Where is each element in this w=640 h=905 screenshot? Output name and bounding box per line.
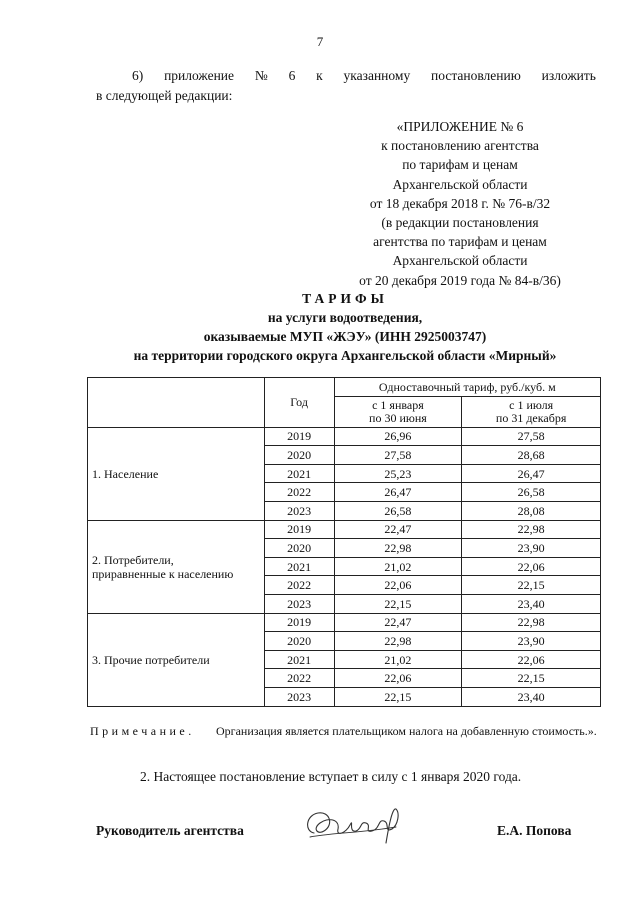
tariff-h1-cell: 26,58 (334, 501, 462, 520)
page-number: 7 (316, 34, 324, 49)
header-period-1-text: с 1 января по 30 июня (369, 397, 427, 425)
tariff-h2-cell: 22,98 (462, 520, 601, 539)
word: приложение (164, 68, 235, 83)
tariff-h1-cell: 25,23 (334, 464, 462, 483)
appendix-line: к постановлению агентства (381, 138, 539, 154)
category-label: 3. Прочие потребители (92, 652, 210, 667)
tariff-h2-cell: 22,15 (462, 669, 601, 688)
paragraph-6-line-1 (96, 66, 596, 86)
tariff-h1-cell: 22,15 (334, 594, 462, 613)
tariffs-subtitle-line: на территории городского округа Архангельской области «Мирный» (133, 348, 557, 363)
tariff-h1-cell: 22,47 (334, 520, 462, 539)
year-cell: 2019 (264, 613, 334, 632)
year-cell: 2022 (264, 576, 334, 595)
header-period-1 (334, 396, 462, 427)
table-row (88, 613, 601, 632)
signatory-role: Руководитель агентства (96, 823, 244, 838)
appendix-line: «ПРИЛОЖЕНИЕ № 6 (396, 119, 524, 134)
tariff-h2-cell: 23,90 (462, 632, 601, 651)
header-year-cell: Год (264, 378, 334, 428)
note-label: Примечание. (90, 724, 195, 738)
appendix-line: (в редакции постановления (381, 215, 539, 231)
paragraph-6 (96, 66, 596, 106)
header-category-cell (88, 378, 265, 428)
word: изложить (541, 68, 596, 83)
note-text: Организация является плательщиком налога на добавленную стоимость.». (216, 724, 597, 738)
word: № (254, 68, 268, 83)
header-tariff-group: Одноставочный тариф, руб./куб. м (334, 378, 600, 397)
year-cell: 2022 (264, 483, 334, 502)
tariff-h1-cell: 22,06 (334, 576, 462, 595)
year-cell: 2021 (264, 557, 334, 576)
paragraph-2: 2. Настоящее постановление вступает в силу с 1 января 2020 года. (140, 769, 522, 784)
tariffs-heading: ТАРИФЫ (302, 291, 388, 306)
table-row (88, 520, 601, 539)
appendix-line: по тарифам и ценам (402, 157, 518, 173)
header-period-2 (462, 396, 601, 427)
year-cell: 2019 (264, 520, 334, 539)
tariff-h2-cell: 22,06 (462, 650, 601, 669)
year-cell: 2023 (264, 594, 334, 613)
year-cell: 2020 (264, 446, 334, 465)
year-cell: 2023 (264, 501, 334, 520)
category-cell (88, 520, 265, 613)
appendix-line: от 20 декабря 2019 года № 84-в/36) (359, 272, 561, 288)
tariff-h1-cell: 26,47 (334, 483, 462, 502)
category-cell (88, 613, 265, 706)
tariff-h2-cell: 22,06 (462, 557, 601, 576)
tariff-h1-cell: 22,98 (334, 632, 462, 651)
year-cell: 2022 (264, 669, 334, 688)
tariff-h2-cell: 22,98 (462, 613, 601, 632)
tariff-h2-cell: 28,08 (462, 501, 601, 520)
year-cell: 2020 (264, 632, 334, 651)
table-header-row (88, 378, 601, 397)
tariffs-table-body (88, 378, 601, 707)
year-cell: 2021 (264, 464, 334, 483)
year-cell: 2023 (264, 687, 334, 706)
tariffs-title (90, 289, 600, 365)
tariff-h1-cell: 22,47 (334, 613, 462, 632)
tariffs-subtitle-line: оказываемые МУП «ЖЭУ» (ИНН 2925003747) (203, 329, 487, 344)
word: 6) (132, 68, 144, 83)
tariff-h2-cell: 23,90 (462, 539, 601, 558)
tariffs-table (87, 377, 601, 707)
word: 6 (288, 68, 296, 83)
tariff-h2-cell: 23,40 (462, 687, 601, 706)
category-cell (88, 427, 265, 520)
handwritten-signature (300, 803, 410, 847)
word: постановлению (431, 68, 521, 83)
appendix-line: агентства по тарифам и ценам (373, 234, 547, 250)
tariff-h2-cell: 27,58 (462, 427, 601, 446)
appendix-line: от 18 декабря 2018 г. № 76-в/32 (369, 195, 551, 211)
table-row (88, 427, 601, 446)
tariff-h2-cell: 23,40 (462, 594, 601, 613)
appendix-line: Архангельской области (392, 253, 528, 269)
tariff-h1-cell: 26,96 (334, 427, 462, 446)
category-label: 2. Потребители, приравненные к населению (92, 552, 234, 581)
tariff-h1-cell: 22,15 (334, 687, 462, 706)
appendix-header (330, 117, 590, 290)
tariff-h1-cell: 21,02 (334, 650, 462, 669)
word: указанному (343, 68, 411, 83)
tariff-h2-cell: 26,47 (462, 464, 601, 483)
appendix-line: Архангельской области (392, 176, 528, 192)
tariff-h1-cell: 27,58 (334, 446, 462, 465)
year-cell: 2021 (264, 650, 334, 669)
category-label: 1. Население (92, 466, 159, 481)
tariff-h1-cell: 21,02 (334, 557, 462, 576)
tariff-h2-cell: 22,15 (462, 576, 601, 595)
tariff-h1-cell: 22,98 (334, 539, 462, 558)
header-period-2-text: с 1 июля по 31 декабря (495, 397, 567, 425)
paragraph-6-line-2: в следующей редакции: (96, 88, 233, 103)
tariff-h1-cell: 22,06 (334, 669, 462, 688)
year-cell: 2019 (264, 427, 334, 446)
tariff-h2-cell: 26,58 (462, 483, 601, 502)
year-cell: 2020 (264, 539, 334, 558)
tariff-h2-cell: 28,68 (462, 446, 601, 465)
signatory-name: Е.А. Попова (497, 823, 572, 838)
word: к (316, 68, 323, 83)
tariffs-subtitle-line: на услуги водоотведения, (267, 310, 423, 325)
